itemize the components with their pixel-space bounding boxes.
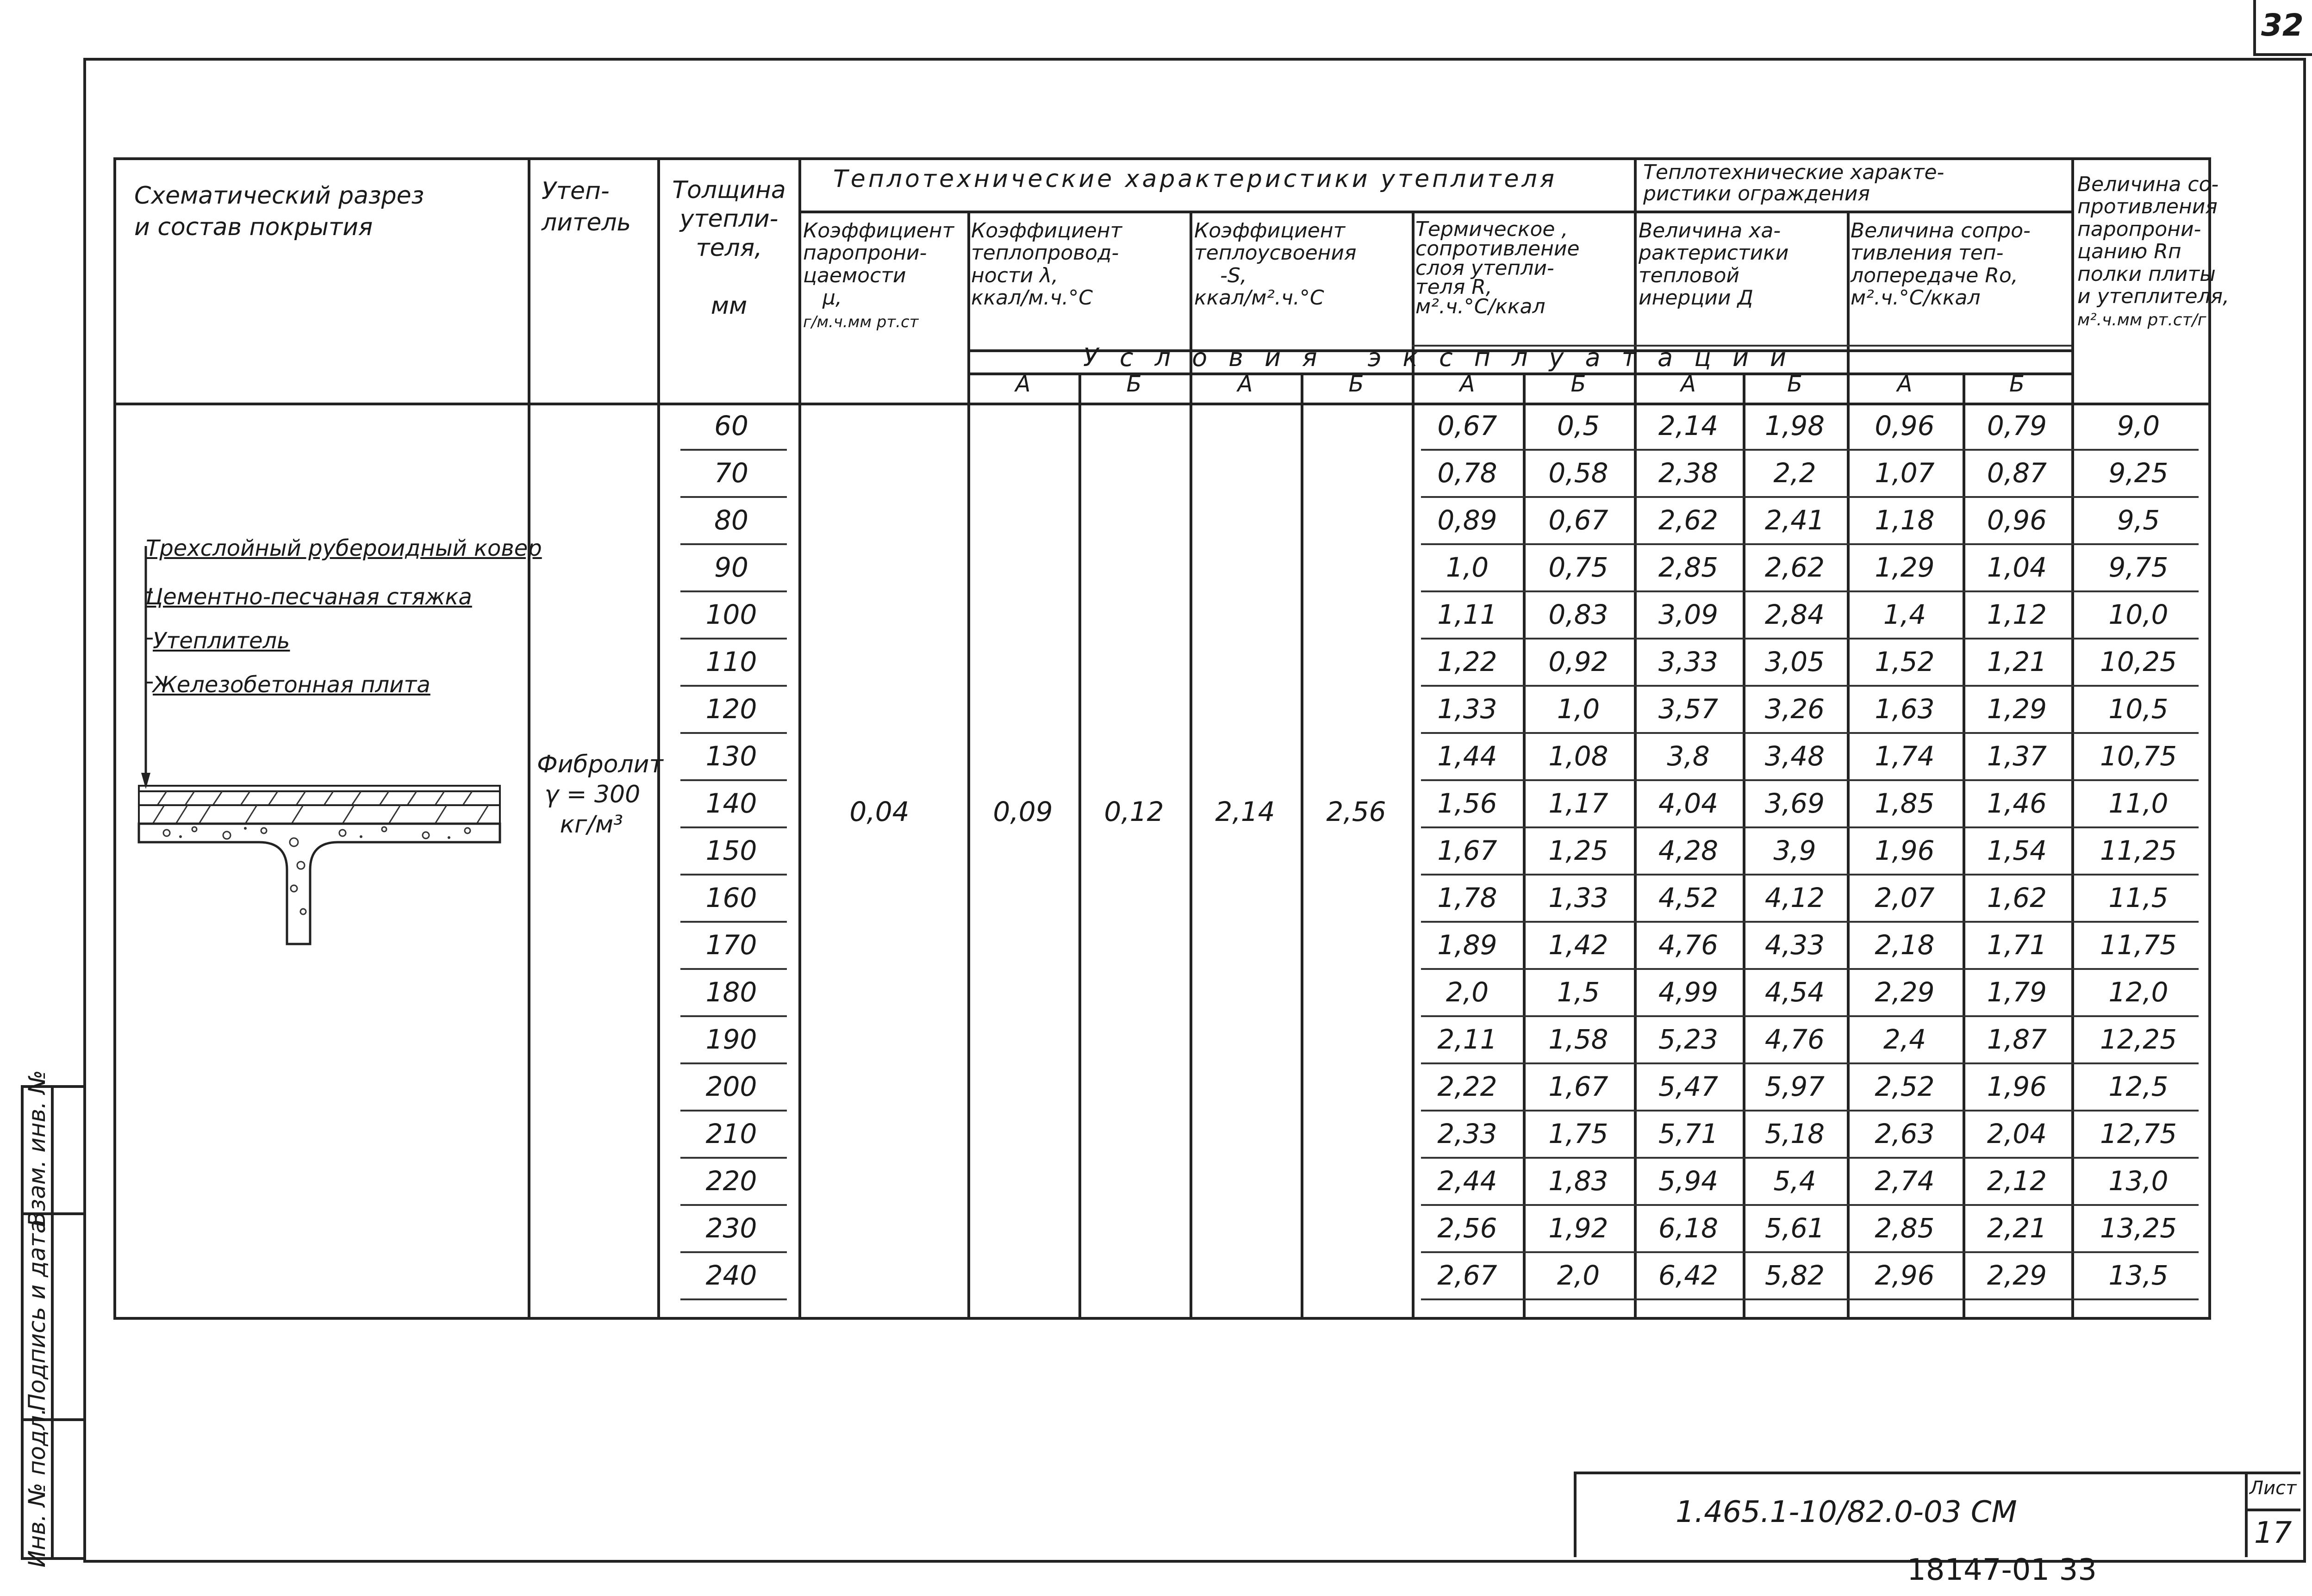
header-vapor-coef: Коэффициент паропрони- цаемости μ, г/м.ч.мм рт.ст [803,219,954,331]
transfer-a-cell: 2,29 [1875,976,1935,1008]
condition-label: А [1897,371,1913,397]
condition-label: А [1459,371,1475,397]
row-underline [1421,1062,2199,1064]
heat-absorption-b-value: 2,56 [1326,796,1386,827]
resistance-a-cell: 1,78 [1437,882,1497,913]
thickness-cell: 150 [705,835,757,866]
inertia-b-cell: 4,54 [1764,976,1825,1008]
transfer-a-cell: 2,63 [1875,1118,1935,1149]
resistance-b-cell: 0,67 [1548,504,1608,536]
inertia-b-cell: 2,84 [1764,599,1825,630]
thickness-cell: 170 [705,929,757,961]
page-number-divider [2253,0,2256,53]
row-underline [680,1015,787,1017]
thickness-cell: 120 [705,693,757,725]
col-line [1301,373,1303,1317]
inertia-a-cell: 4,28 [1658,835,1719,866]
header-line [798,211,2071,213]
row-underline [1421,826,2199,828]
transfer-b-cell: 1,29 [1987,693,2047,725]
transfer-a-cell: 2,18 [1875,929,1935,961]
thickness-cell: 240 [705,1260,757,1291]
transfer-b-cell: 2,21 [1987,1212,2047,1244]
resistance-b-cell: 1,67 [1548,1071,1608,1102]
vapor-resistance-cell: 11,0 [2108,788,2169,819]
row-underline [680,496,787,498]
resistance-b-cell: 1,5 [1557,976,1600,1008]
row-underline [1421,779,2199,781]
condition-label: А [1237,371,1253,397]
inertia-a-cell: 5,94 [1658,1165,1719,1197]
vapor-resistance-cell: 10,75 [2100,740,2177,772]
vapor-resistance-cell: 11,5 [2108,882,2169,913]
inertia-b-cell: 4,76 [1764,1024,1825,1055]
thickness-cell: 160 [705,882,757,913]
resistance-b-cell: 1,0 [1557,693,1600,725]
row-underline [1421,638,2199,640]
thickness-cell: 140 [705,788,757,819]
row-underline [1421,1157,2199,1159]
title-block-border [1574,1472,2300,1474]
inertia-a-cell: 5,47 [1658,1071,1719,1102]
insulation-material: Фибролит γ = 300 кг/м³ [537,751,663,838]
thickness-cell: 60 [714,410,748,441]
condition-label: А [1015,371,1031,397]
row-underline [1421,1204,2199,1206]
resistance-b-cell: 0,75 [1548,552,1608,583]
resistance-a-cell: 2,56 [1437,1212,1497,1244]
inertia-a-cell: 5,23 [1658,1024,1719,1055]
header-group-enclosure: Теплотехнические характе- ристики ограждения [1643,161,1944,206]
resistance-a-cell: 2,22 [1437,1071,1497,1102]
header-thermal-resistance: Термическое , сопротивление слоя утепли- теля R, м².ч.°С/ккал [1415,217,1580,319]
row-underline [680,543,787,545]
transfer-b-cell: 0,87 [1987,457,2047,489]
inertia-a-cell: 5,71 [1658,1118,1719,1149]
vapor-resistance-cell: 9,0 [2117,410,2160,441]
inertia-a-cell: 6,42 [1658,1260,1719,1291]
transfer-a-cell: 2,85 [1875,1212,1935,1244]
transfer-a-cell: 2,07 [1875,882,1935,913]
resistance-b-cell: 0,58 [1548,457,1608,489]
transfer-b-cell: 1,37 [1987,740,2047,772]
sheet-label: Лист [2250,1478,2297,1499]
row-underline [1421,685,2199,687]
row-underline [680,874,787,876]
transfer-a-cell: 1,96 [1875,835,1935,866]
resistance-b-cell: 1,25 [1548,835,1608,866]
side-stamp-sign: Подпись и дата [23,1219,50,1411]
transfer-b-cell: 1,12 [1987,599,2047,630]
inertia-b-cell: 5,97 [1764,1071,1825,1102]
inertia-a-cell: 4,76 [1658,929,1719,961]
thickness-cell: 210 [705,1118,757,1149]
page-number-underline [2253,53,2312,56]
inertia-b-cell: 1,98 [1764,410,1825,441]
vapor-resistance-cell: 12,5 [2108,1071,2169,1102]
layer-label: Цементно-песчаная стяжка [146,584,472,610]
row-underline [680,921,787,923]
resistance-b-cell: 1,33 [1548,882,1608,913]
row-underline [1421,449,2199,451]
vapor-resistance-cell: 9,25 [2108,457,2169,489]
resistance-b-cell: 1,08 [1548,740,1608,772]
title-block-border [1574,1472,1577,1557]
row-underline [680,638,787,640]
resistance-b-cell: 1,42 [1548,929,1608,961]
row-underline [680,590,787,592]
roof-section-drawing [125,546,514,953]
header-thermal-inertia: Величина ха- рактеристики тепловой инерции Д [1639,219,1789,310]
side-stamp-replace: Взам. инв. № [23,1070,50,1227]
inertia-a-cell: 4,04 [1658,788,1719,819]
row-underline [1421,543,2199,545]
vapor-resistance-cell: 12,25 [2100,1024,2177,1055]
row-underline [1421,496,2199,498]
inertia-b-cell: 2,2 [1773,457,1816,489]
vapor-resistance-cell: 11,25 [2100,835,2177,866]
vapor-resistance-cell: 10,5 [2108,693,2169,725]
transfer-b-cell: 0,79 [1987,410,2047,441]
resistance-a-cell: 2,11 [1437,1024,1497,1055]
thickness-cell: 90 [714,552,748,583]
header-scheme: Схематический разрез и состав покрытия [134,182,424,241]
row-underline [1421,921,2199,923]
header-heat-absorption: Коэффициент теплоусвоения -S, ккал/м².ч.°С [1194,219,1357,310]
inertia-b-cell: 3,9 [1773,835,1816,866]
inertia-b-cell: 3,69 [1764,788,1825,819]
page-number: 32 [2261,7,2304,43]
row-underline [680,1110,787,1112]
transfer-b-cell: 1,71 [1987,929,2047,961]
row-underline [1421,968,2199,970]
vapor-resistance-cell: 13,5 [2108,1260,2169,1291]
vapor-resistance-cell: 12,0 [2108,976,2169,1008]
archive-number: 18147-01 33 [1907,1553,2097,1587]
document-code: 1.465.1-10/82.0-03 СМ [1676,1495,2017,1529]
resistance-a-cell: 0,67 [1437,410,1497,441]
transfer-a-cell: 1,29 [1875,552,1935,583]
row-underline [680,1251,787,1253]
resistance-a-cell: 1,44 [1437,740,1497,772]
conductivity-b-value: 0,12 [1104,796,1164,827]
header-bottom-line [113,403,2208,405]
thickness-cell: 110 [705,646,757,677]
transfer-b-cell: 1,96 [1987,1071,2047,1102]
col-line [528,157,530,1317]
row-underline [680,732,787,734]
resistance-a-cell: 2,0 [1446,976,1489,1008]
resistance-b-cell: 0,83 [1548,599,1608,630]
inertia-b-cell: 3,05 [1764,646,1825,677]
condition-label: А [1681,371,1696,397]
inertia-a-cell: 2,14 [1658,410,1719,441]
header-thermal-conductivity: Коэффициент теплопровод- ности λ, ккал/м.ч.°С [971,219,1122,310]
header-vapor-resistance: Величина со- противления паропрони- цанию Rп полки плиты и утеплителя, м².ч.мм рт.ст/г [2077,173,2230,330]
transfer-a-cell: 2,4 [1883,1024,1926,1055]
resistance-a-cell: 1,22 [1437,646,1497,677]
transfer-a-cell: 2,74 [1875,1165,1935,1197]
condition-label: Б [1126,371,1142,397]
row-underline [680,1298,787,1300]
transfer-b-cell: 1,46 [1987,788,2047,819]
transfer-b-cell: 1,21 [1987,646,2047,677]
inertia-b-cell: 2,41 [1764,504,1825,536]
transfer-b-cell: 1,87 [1987,1024,2047,1055]
inertia-b-cell: 3,26 [1764,693,1825,725]
inertia-a-cell: 2,85 [1658,552,1719,583]
row-underline [680,1157,787,1159]
layer-label: Трехслойный рубероидный ковер [146,535,542,561]
conductivity-a-value: 0,09 [993,796,1053,827]
header-insulation: Утеп- литель [542,177,631,236]
row-underline [1421,1110,2199,1112]
resistance-b-cell: 0,92 [1548,646,1608,677]
transfer-a-cell: 0,96 [1875,410,1935,441]
row-underline [680,1204,787,1206]
col-line [1078,373,1081,1317]
row-underline [1421,1298,2199,1300]
transfer-b-cell: 1,62 [1987,882,2047,913]
layer-label: Железобетонная плита [153,672,430,698]
title-block-border [2245,1509,2300,1511]
row-underline [1421,590,2199,592]
thickness-cell: 220 [705,1165,757,1197]
transfer-a-cell: 2,52 [1875,1071,1935,1102]
inertia-b-cell: 4,33 [1764,929,1825,961]
resistance-a-cell: 2,44 [1437,1165,1497,1197]
resistance-a-cell: 2,67 [1437,1260,1497,1291]
title-block-border [2245,1472,2248,1557]
transfer-a-cell: 2,96 [1875,1260,1935,1291]
resistance-a-cell: 1,89 [1437,929,1497,961]
row-underline [680,1062,787,1064]
thickness-cell: 180 [705,976,757,1008]
row-underline [680,779,787,781]
inertia-b-cell: 5,4 [1773,1165,1816,1197]
transfer-b-cell: 1,54 [1987,835,2047,866]
vapor-resistance-cell: 9,75 [2108,552,2169,583]
inertia-b-cell: 2,62 [1764,552,1825,583]
col-line [657,157,660,1317]
inertia-b-cell: 5,82 [1764,1260,1825,1291]
resistance-a-cell: 2,33 [1437,1118,1497,1149]
inertia-b-cell: 5,61 [1764,1212,1825,1244]
side-stamp-inv: Инв. № подл. [23,1408,50,1568]
resistance-b-cell: 1,17 [1548,788,1608,819]
transfer-a-cell: 1,85 [1875,788,1935,819]
header-heat-transfer-resistance: Величина сопро- тивления теп- лопередаче Rо, м².ч.°С/ккал [1851,219,2031,310]
thickness-cell: 80 [714,504,748,536]
transfer-b-cell: 1,79 [1987,976,2047,1008]
inertia-a-cell: 2,62 [1658,504,1719,536]
resistance-a-cell: 1,67 [1437,835,1497,866]
sheet-number: 17 [2254,1516,2292,1550]
resistance-a-cell: 1,56 [1437,788,1497,819]
resistance-b-cell: 1,92 [1548,1212,1608,1244]
resistance-a-cell: 1,0 [1446,552,1489,583]
inertia-a-cell: 3,57 [1658,693,1719,725]
resistance-b-cell: 1,83 [1548,1165,1608,1197]
condition-label: Б [1787,371,1802,397]
resistance-a-cell: 0,78 [1437,457,1497,489]
row-underline [1421,1251,2199,1253]
thickness-cell: 130 [705,740,757,772]
inertia-a-cell: 3,33 [1658,646,1719,677]
layer-label: Утеплитель [153,628,290,654]
thickness-cell: 70 [714,457,748,489]
thickness-cell: 200 [705,1071,757,1102]
transfer-a-cell: 1,63 [1875,693,1935,725]
vapor-permeability-value: 0,04 [849,796,910,827]
vapor-resistance-cell: 12,75 [2100,1118,2177,1149]
transfer-b-cell: 0,96 [1987,504,2047,536]
resistance-a-cell: 1,11 [1437,599,1497,630]
row-underline [680,968,787,970]
vapor-resistance-cell: 11,75 [2100,929,2177,961]
condition-label: Б [1348,371,1364,397]
heat-absorption-a-value: 2,14 [1215,796,1275,827]
col-line [798,157,801,1317]
vapor-resistance-cell: 13,0 [2108,1165,2169,1197]
header-thickness: Толщина утепли- теля, мм [672,176,786,320]
inertia-a-cell: 4,52 [1658,882,1719,913]
transfer-a-cell: 1,07 [1875,457,1935,489]
resistance-a-cell: 0,89 [1437,504,1497,536]
thickness-cell: 100 [705,599,757,630]
inertia-b-cell: 3,48 [1764,740,1825,772]
resistance-b-cell: 0,5 [1557,410,1600,441]
header-conditions: Условия эксплуатации [1083,343,1808,372]
resistance-b-cell: 1,75 [1548,1118,1608,1149]
inertia-a-cell: 6,18 [1658,1212,1719,1244]
inertia-b-cell: 4,12 [1764,882,1825,913]
row-underline [680,685,787,687]
row-underline [1421,732,2199,734]
vapor-resistance-cell: 10,0 [2108,599,2169,630]
row-underline [1421,874,2199,876]
transfer-a-cell: 1,52 [1875,646,1935,677]
transfer-a-cell: 1,74 [1875,740,1935,772]
row-underline [1421,1015,2199,1017]
transfer-b-cell: 2,29 [1987,1260,2047,1291]
header-group-insulation: Теплотехнические характеристики утеплителя [833,165,1557,193]
vapor-resistance-cell: 13,25 [2100,1212,2177,1244]
vapor-resistance-cell: 9,5 [2117,504,2160,536]
row-underline [680,449,787,451]
condition-label: Б [2009,371,2025,397]
resistance-b-cell: 2,0 [1557,1260,1600,1291]
thickness-cell: 190 [705,1024,757,1055]
resistance-a-cell: 1,33 [1437,693,1497,725]
thickness-cell: 230 [705,1212,757,1244]
inertia-a-cell: 3,8 [1667,740,1710,772]
condition-label: Б [1570,371,1586,397]
row-underline [680,826,787,828]
transfer-a-cell: 1,18 [1875,504,1935,536]
transfer-b-cell: 2,04 [1987,1118,2047,1149]
inertia-a-cell: 4,99 [1658,976,1719,1008]
transfer-a-cell: 1,4 [1883,599,1926,630]
side-stamp-border [51,1085,54,1557]
inertia-b-cell: 5,18 [1764,1118,1825,1149]
vapor-resistance-cell: 10,25 [2100,646,2177,677]
transfer-b-cell: 2,12 [1987,1165,2047,1197]
inertia-a-cell: 3,09 [1658,599,1719,630]
transfer-b-cell: 1,04 [1987,552,2047,583]
inertia-a-cell: 2,38 [1658,457,1719,489]
resistance-b-cell: 1,58 [1548,1024,1608,1055]
